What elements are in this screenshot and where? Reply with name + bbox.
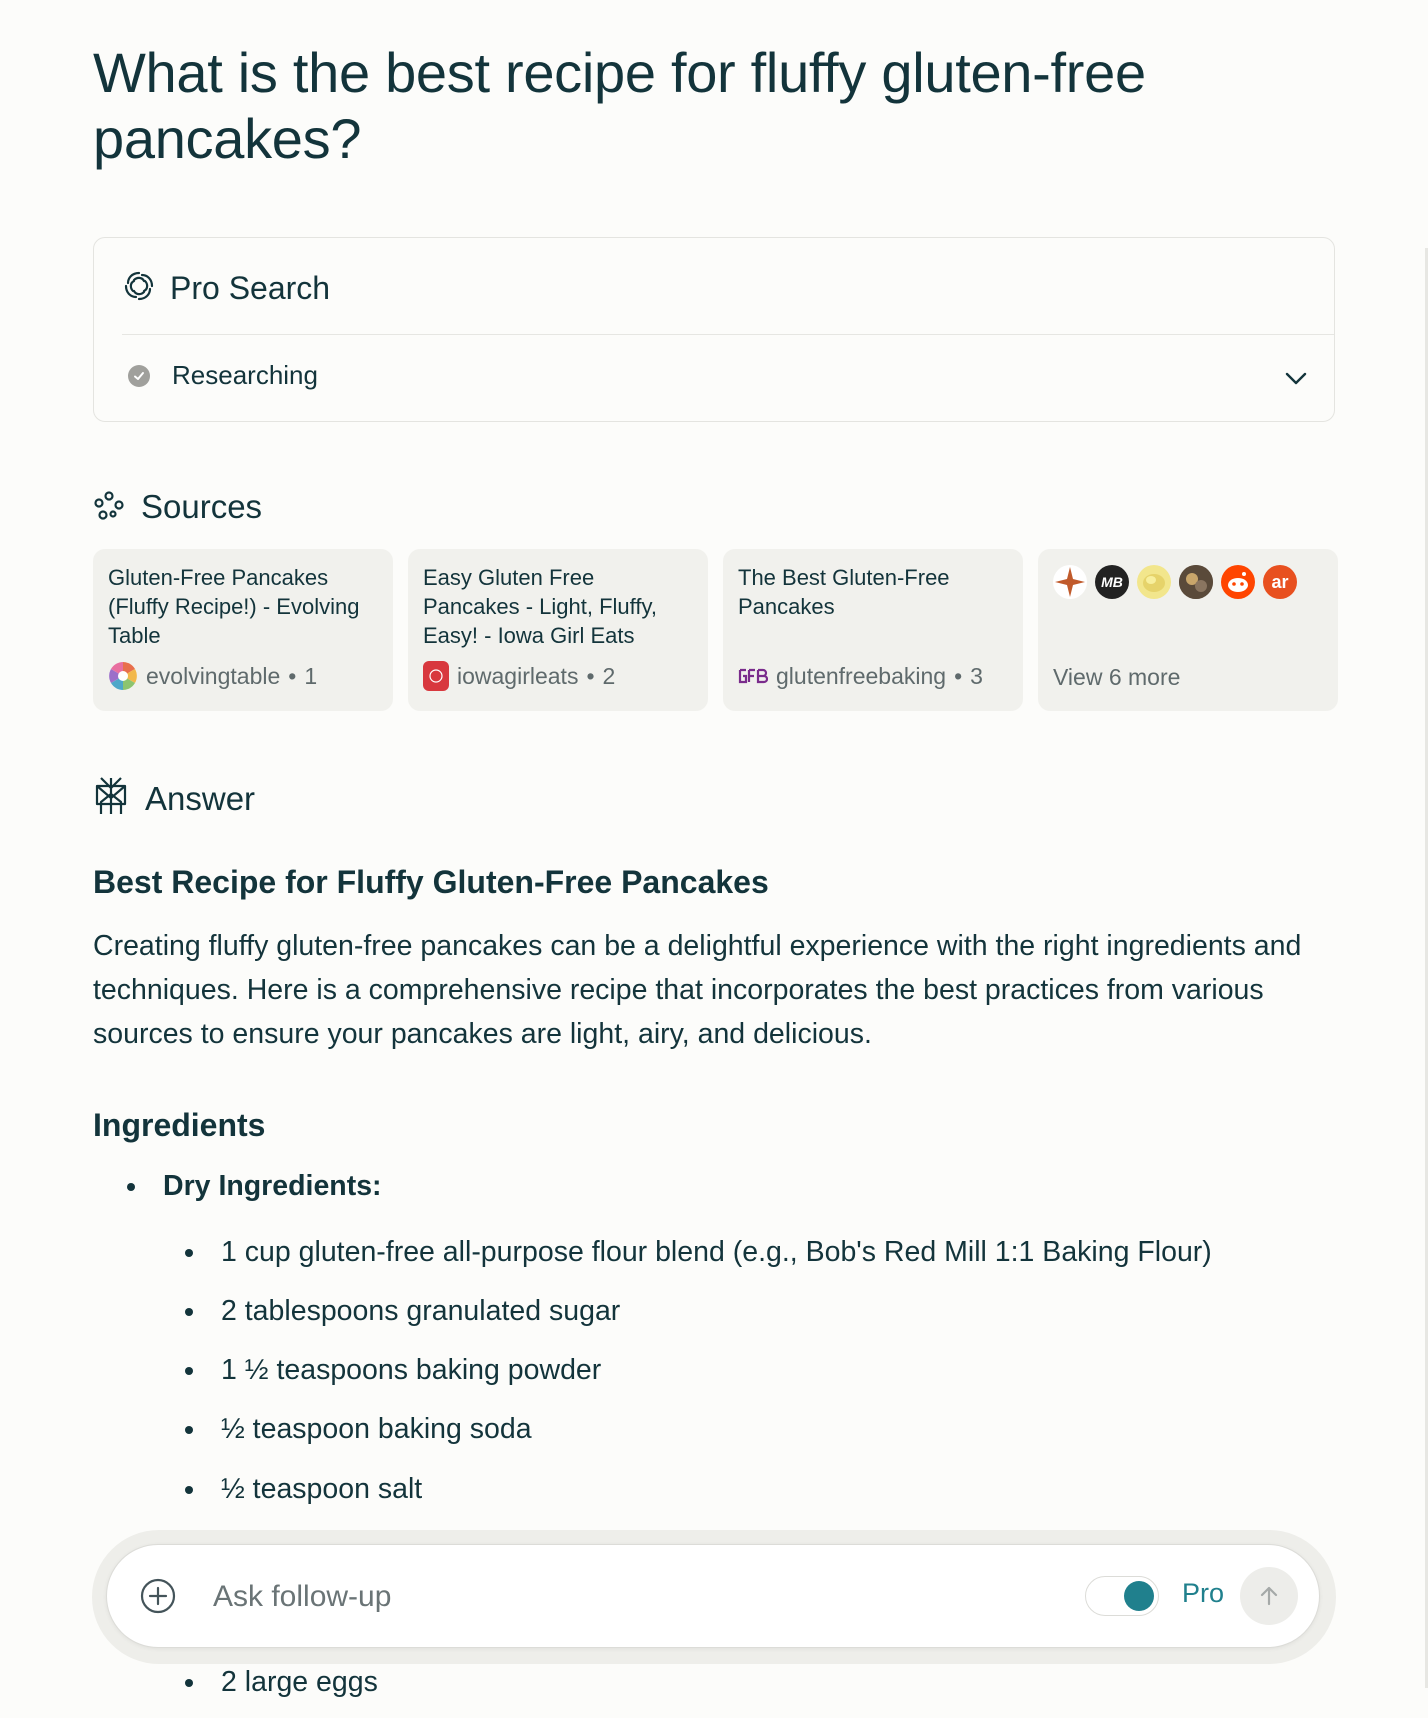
source-card-2[interactable] — [408, 549, 708, 711]
bullet-icon — [185, 1679, 193, 1687]
ingredient-text: ½ teaspoon salt — [221, 1473, 423, 1505]
source-index: 3 — [970, 662, 983, 689]
source-card-3[interactable] — [723, 549, 1023, 711]
ingredient-text: 2 large eggs — [221, 1666, 378, 1698]
followup-bar — [106, 1544, 1320, 1648]
followup-input[interactable] — [211, 1571, 975, 1623]
list-item-dry-ingredients — [127, 1170, 382, 1203]
send-button[interactable] — [1240, 1567, 1298, 1625]
pro-search-header — [122, 268, 330, 308]
lemon-favicon — [1137, 565, 1171, 599]
bullet-icon — [185, 1308, 193, 1316]
evolvingtable-favicon — [108, 661, 138, 691]
allrecipes-favicon: ar — [1263, 565, 1297, 599]
more-sources-icons — [1053, 565, 1323, 599]
source-separator-dot: • — [288, 662, 297, 689]
pro-search-icon — [122, 269, 156, 308]
bullet-icon — [185, 1486, 193, 1494]
check-icon — [128, 365, 150, 387]
pro-search-step[interactable] — [128, 360, 318, 391]
iowagirleats-favicon — [423, 661, 449, 691]
source-index: 1 — [304, 662, 318, 689]
sources-title: Sources — [141, 488, 263, 525]
source-site: evolvingtable — [146, 662, 281, 689]
perplexity-logo-icon — [93, 776, 129, 821]
view-more-sources-card[interactable] — [1038, 549, 1338, 711]
pro-toggle[interactable] — [1085, 1576, 1159, 1616]
list-item — [185, 1666, 378, 1699]
mb-favicon: MB — [1095, 565, 1129, 599]
pro-search-card — [93, 237, 1335, 422]
glutenfreebaking-favicon — [738, 661, 768, 691]
sparkle-favicon — [1053, 565, 1087, 599]
pro-toggle-label[interactable]: Pro — [1182, 1578, 1225, 1608]
pro-search-step-label: Researching — [172, 360, 318, 390]
chevron-down-icon[interactable] — [1282, 364, 1310, 397]
answer-paragraph: Creating fluffy gluten-free pancakes can be a delightful experience with the right ingredients and techniques. Here is a comprehensive recipe that incorporates the best practices from various sources to ensure your pancakes are light, airy, and delicious. — [93, 930, 1302, 1050]
list-item — [185, 1295, 620, 1328]
list-item — [185, 1354, 601, 1387]
ingredient-text: ½ teaspoon baking soda — [221, 1413, 532, 1445]
list-item — [185, 1236, 1212, 1269]
source-meta — [738, 661, 983, 691]
source-separator-dot: • — [954, 662, 963, 689]
arrow-up-icon — [1256, 1583, 1282, 1609]
toggle-knob — [1124, 1581, 1154, 1611]
source-title: Gluten-Free Pancakes (Fluffy Recipe!) - Evolving Table — [108, 565, 360, 648]
ingredient-text: 2 tablespoons granulated sugar — [221, 1295, 621, 1327]
photo-favicon — [1179, 565, 1213, 599]
reddit-favicon — [1221, 565, 1255, 599]
dry-ingredients-label: Dry Ingredients: — [163, 1170, 382, 1202]
source-meta — [423, 661, 615, 691]
bullet-icon — [185, 1367, 193, 1375]
page-title: What is the best recipe for fluffy gluten-free pancakes? — [93, 41, 1146, 170]
answer-header — [93, 776, 255, 821]
pro-search-title: Pro Search — [170, 269, 331, 306]
source-site: iowagirleats — [457, 662, 579, 689]
source-title: The Best Gluten-Free Pancakes — [738, 565, 950, 619]
source-site: glutenfreebaking — [776, 662, 947, 689]
bullet-icon — [185, 1426, 193, 1434]
ingredient-text: 1 cup gluten-free all-purpose flour blend (e.g., Bob's Red Mill 1:1 Baking Flour) — [221, 1236, 1212, 1268]
ingredients-heading: Ingredients — [93, 1107, 266, 1143]
sources-icon — [93, 489, 125, 526]
source-separator-dot: • — [586, 662, 595, 689]
followup-bar-wrapper — [92, 1530, 1336, 1664]
view-more-label: View 6 more — [1053, 664, 1181, 690]
source-meta — [108, 661, 317, 691]
list-item — [185, 1473, 422, 1506]
answer-title: Answer — [145, 779, 256, 817]
answer-heading: Best Recipe for Fluffy Gluten-Free Pancakes — [93, 864, 769, 900]
source-index: 2 — [602, 662, 616, 689]
source-card-1[interactable] — [93, 549, 393, 711]
plus-circle-icon[interactable] — [139, 1577, 177, 1615]
sources-list — [93, 549, 1338, 711]
bullet-icon — [185, 1249, 193, 1257]
bullet-icon — [127, 1183, 135, 1191]
source-title: Easy Gluten Free Pancakes - Light, Fluffy, Easy! - Iowa Girl Eats — [423, 565, 657, 648]
sources-header — [93, 488, 262, 526]
ingredient-text: 1 ½ teaspoons baking powder — [221, 1354, 602, 1386]
list-item — [185, 1413, 532, 1446]
pro-search-divider — [122, 334, 1334, 335]
